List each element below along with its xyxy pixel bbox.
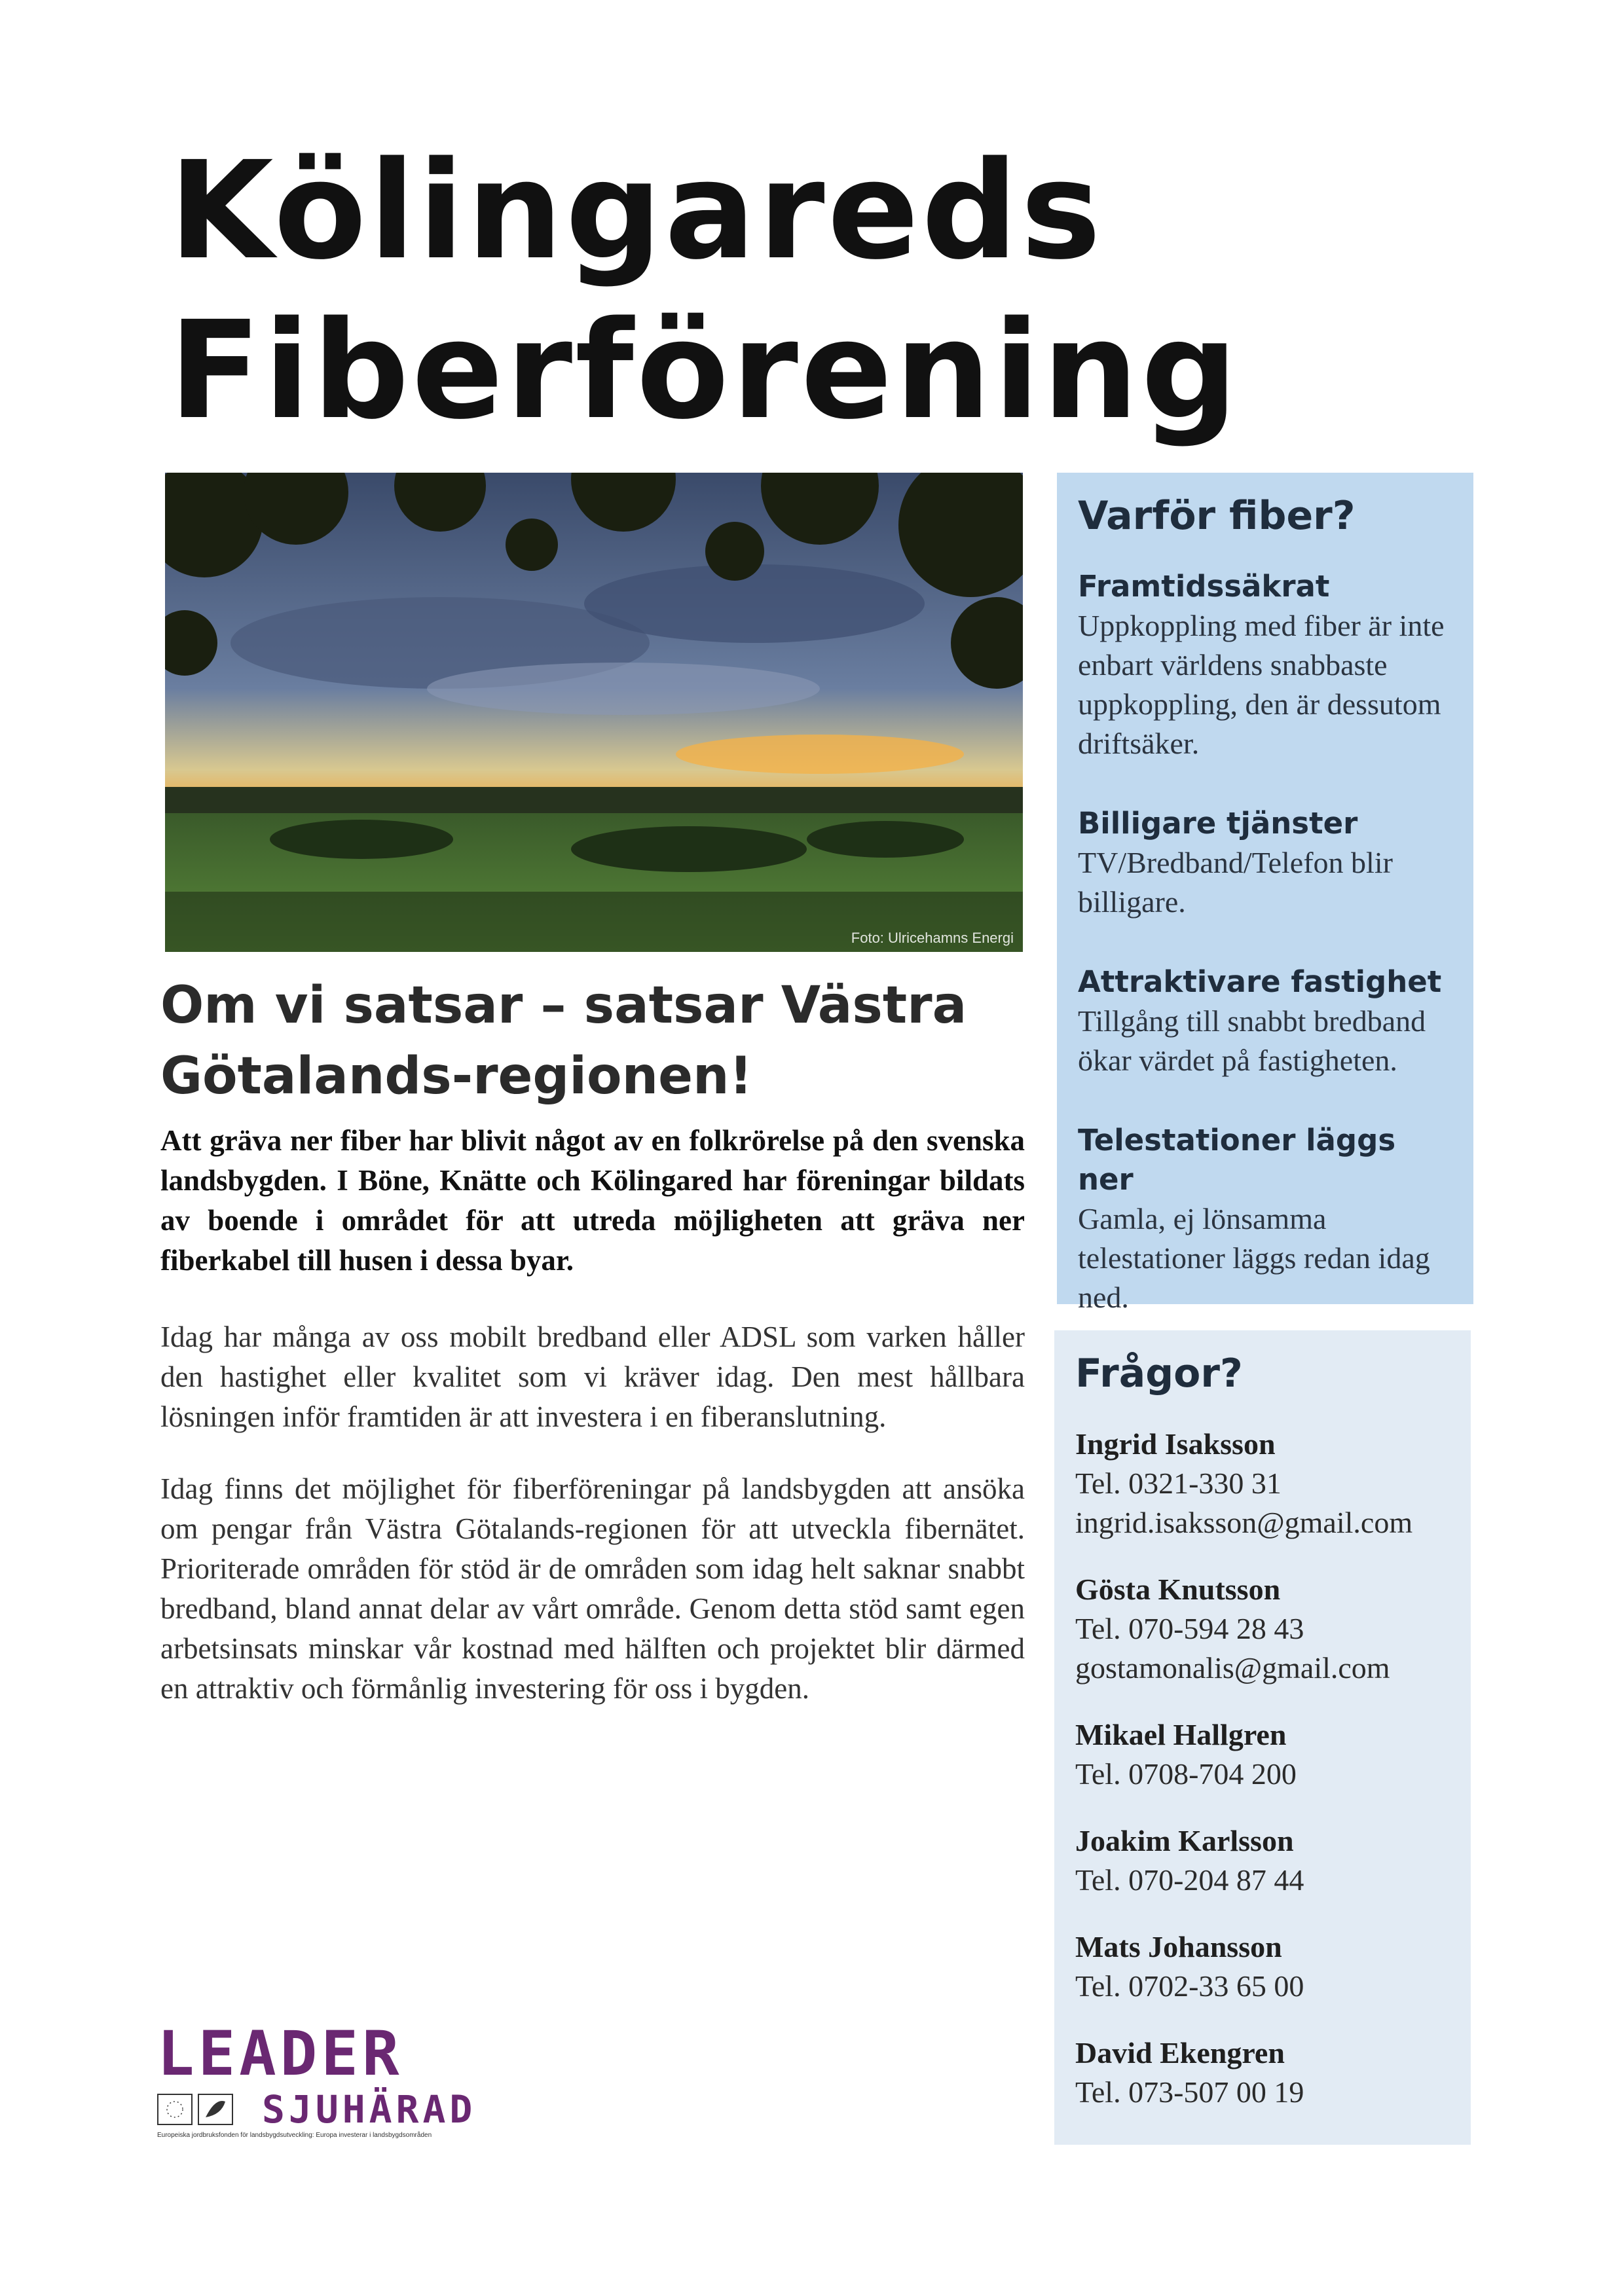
benefit-item — [1078, 567, 1458, 763]
benefit-text: Tillgång till snabbt bredband ökar värdet på fastigheten. — [1078, 1004, 1426, 1077]
benefit-heading: Framtidssäkrat — [1078, 569, 1330, 604]
contact-name: Gösta Knutsson — [1075, 1573, 1281, 1606]
title-line-2: Fiberförening — [169, 292, 1240, 449]
leader-logo — [157, 2018, 498, 2146]
questions-box — [1054, 1330, 1471, 2145]
contact-entry — [1075, 1570, 1455, 1688]
landscape-illustration — [165, 473, 1023, 952]
contact-phone: Tel. 073-507 00 19 — [1075, 2075, 1304, 2109]
benefit-text: Gamla, ej lönsamma telestationer läggs redan idag ned. — [1078, 1202, 1430, 1314]
title-line-1: Kölingareds — [169, 132, 1104, 289]
contact-email: ingrid.isaksson@gmail.com — [1075, 1506, 1413, 1539]
contact-name: Ingrid Isaksson — [1075, 1427, 1276, 1461]
contact-name: Mikael Hallgren — [1075, 1718, 1287, 1751]
leader-emblem-icon — [198, 2094, 233, 2125]
benefit-heading: Billigare tjänster — [1078, 806, 1358, 841]
page-title — [169, 131, 1240, 450]
headline-line-1: Om vi satsar – satsar Västra — [160, 976, 967, 1035]
benefit-item — [1078, 804, 1458, 922]
contact-entry — [1075, 2033, 1455, 2112]
why-fiber-title: Varför fiber? — [1078, 493, 1356, 539]
contact-phone: Tel. 0702-33 65 00 — [1075, 1969, 1304, 2003]
benefit-heading: Attraktivare fastighet — [1078, 964, 1442, 999]
contact-name: David Ekengren — [1075, 2036, 1285, 2069]
contact-phone: Tel. 0708-704 200 — [1075, 1757, 1297, 1791]
contact-phone: Tel. 0321-330 31 — [1075, 1467, 1282, 1500]
article-headline — [160, 970, 1031, 1112]
contact-phone: Tel. 070-594 28 43 — [1075, 1612, 1304, 1645]
body-paragraph: Idag har många av oss mobilt bredband eller ADSL som varken håller den hastighet eller kvalitet som vi kräver idag. Den mest hållbara lösningen inför framtiden är att investera i en fiberanslutning. — [160, 1321, 1025, 1433]
contact-entry — [1075, 1425, 1455, 1542]
logo-tagline: Europeiska jordbruksfonden för landsbygdsutveckling: Europa investerar i landsbygdsområden — [157, 2132, 432, 2139]
logo-wordmark: LEADER — [157, 2018, 403, 2090]
questions-title: Frågor? — [1075, 1351, 1243, 1396]
benefit-item — [1078, 1121, 1458, 1317]
eu-flag-icon — [157, 2094, 193, 2125]
benefit-text: Uppkoppling med fiber är inte enbart världens snabbaste uppkoppling, den är dessutom driftsäker. — [1078, 609, 1445, 760]
benefit-heading: Telestationer läggs ner — [1078, 1123, 1396, 1197]
contact-name: Joakim Karlsson — [1075, 1824, 1294, 1857]
headline-line-2: Götalands-regionen! — [160, 1047, 753, 1106]
contact-entry — [1075, 1821, 1455, 1900]
contact-email: gostamonalis@gmail.com — [1075, 1651, 1390, 1685]
logo-subtitle: SJUHÄRAD — [262, 2087, 477, 2132]
body-paragraph: Idag finns det möjlighet för fiberföreningar på landsbygden att ansöka om pengar från Västra Götalands-regionen för att utveckla fibernätet. Prioriterade områden för stöd är de områden som idag helt saknar snabbt bredband, bland annat delar av vårt område. Genom detta stöd samt egen arbetsinsats minskar vår kostnad med hälften och projektet blir därmed en attraktiv och förmånlig investering för oss i bygden. — [160, 1472, 1025, 1705]
contact-entry — [1075, 1927, 1455, 2006]
contact-name: Mats Johansson — [1075, 1930, 1282, 1963]
lead-paragraph: Att gräva ner fiber har blivit något av en folkrörelse på den svenska landsbygden. I Böne, Knätte och Kölingared har föreningar bildats av boende i området för att utreda möjligheten att gräva ner fiberkabel till husen i dessa byar. — [160, 1124, 1025, 1277]
contact-phone: Tel. 070-204 87 44 — [1075, 1863, 1304, 1897]
photo-credit: Foto: Ulricehamns Energi — [851, 930, 1014, 946]
benefit-item — [1078, 962, 1458, 1080]
why-fiber-box — [1057, 473, 1473, 1314]
contact-entry — [1075, 1715, 1455, 1794]
benefit-text: TV/Bredband/Telefon blir billigare. — [1078, 846, 1393, 919]
landscape-photo — [165, 473, 1023, 952]
